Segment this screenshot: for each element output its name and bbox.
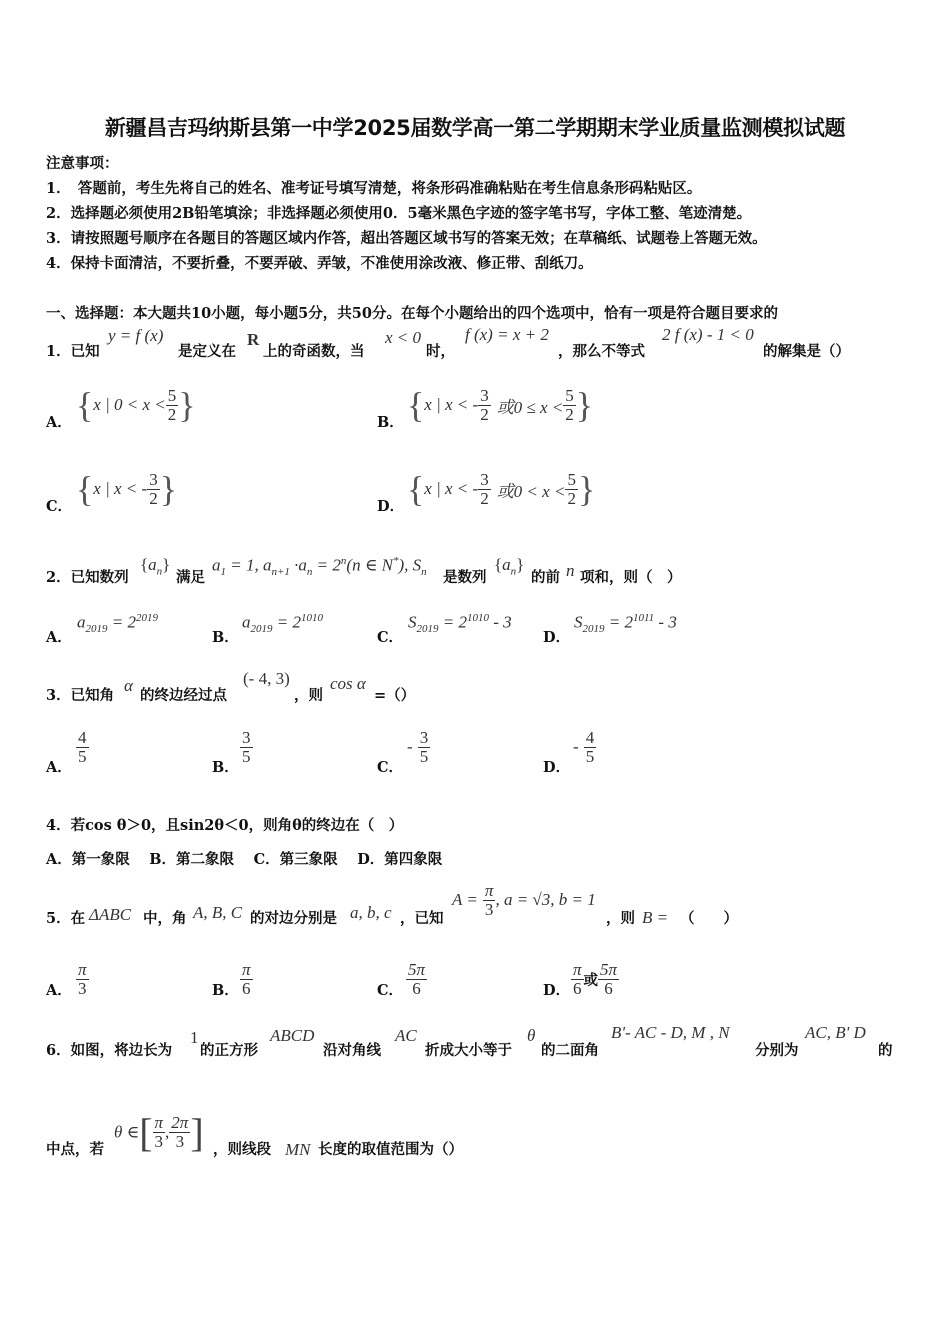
q5-option-b-label: B． xyxy=(212,982,239,999)
question-4-stem: 4．若cos θ＞0，且sin2θ＜0，则角θ的终边在（ ） xyxy=(46,817,404,834)
question-5-number: 5．在 xyxy=(46,910,86,927)
q6-line2-text-3: 长度的取值范围为（） xyxy=(318,1141,463,1158)
q3-alpha: α xyxy=(124,676,133,695)
q5-option-a-label: A． xyxy=(46,982,72,999)
q5-triangle: ΔABC xyxy=(89,905,132,924)
q1-text-3: 时， xyxy=(426,343,455,360)
q6-diagonal: AC xyxy=(395,1026,417,1045)
left-brace-icon: { xyxy=(76,385,94,425)
q2-option-d-label: D． xyxy=(543,629,571,646)
question-3-number: 3．已知角 xyxy=(46,687,115,704)
right-brace-icon: } xyxy=(159,469,177,509)
q6-square: ABCD xyxy=(270,1026,315,1045)
q5-sides: a, b, c xyxy=(350,903,392,922)
q1-option-b[interactable] xyxy=(407,384,593,426)
right-brace-icon: } xyxy=(577,469,596,509)
q1-a-frac: $\frac{5}{2}$ xyxy=(167,385,177,424)
q3-option-a[interactable]: $\frac{4}{5}$ xyxy=(78,728,87,766)
question-1-number: 1．已知 xyxy=(46,343,100,360)
q6-midpoints: AC, B' D xyxy=(805,1023,866,1042)
q2-text-2: 是数列 xyxy=(443,569,487,586)
q1-option-c[interactable] xyxy=(76,468,177,510)
q1-math-2: x < 0 xyxy=(385,328,422,347)
q1-c-expr: x | x < - xyxy=(93,479,148,498)
q1-d-frac-2: $\frac{5}{2}$ xyxy=(567,469,576,508)
q1-b-expr-1: x | x < - xyxy=(424,395,479,414)
right-brace-icon: } xyxy=(178,385,196,425)
q1-text-5: 的解集是（） xyxy=(763,343,850,360)
q5-option-c[interactable]: $\frac{5\pi}{6}$ xyxy=(408,960,426,998)
section-heading: 一、选择题：本大题共10小题，每小题5分，共50分。在每个小题给出的四个选项中，恰有一项是符合题目要求的 xyxy=(46,305,778,322)
q1-b-expr-2: 或0 ≤ x < xyxy=(496,397,564,417)
q1-math-4: 2 f (x) - 1 < 0 xyxy=(662,325,754,344)
q3-option-b-label: B． xyxy=(212,759,239,776)
q2-option-d[interactable]: $S_{2019} = 2^{1011} - 3$ xyxy=(574,612,677,636)
q6-theta: θ xyxy=(527,1026,536,1045)
q1-text-1: 是定义在 xyxy=(178,343,236,360)
q5-option-a[interactable]: $\frac{\pi}{3}$ xyxy=(78,960,87,998)
q3-text-2: ，则 xyxy=(294,687,323,704)
q2-option-c[interactable]: $S_{2019} = 2^{1010} - 3$ xyxy=(408,612,512,636)
q1-d-frac-1: $\frac{3}{2}$ xyxy=(480,469,489,508)
q1-math-3: f (x) = x + 2 xyxy=(465,325,549,344)
notice-item-1: 1． 答题前，考生先将自己的姓名、准考证号填写清楚，将条形码准确粘贴在考生信息条形码粘贴区。 xyxy=(46,180,702,197)
q5-option-d[interactable]: $\frac{\pi}{6}$ 或 $\frac{5\pi}{6}$ xyxy=(573,960,618,998)
q1-math-1: y = f (x) xyxy=(108,326,164,345)
q5-angles: A, B, C xyxy=(193,903,243,922)
right-bracket-icon: ] xyxy=(190,1110,204,1155)
left-brace-icon: { xyxy=(407,469,425,509)
question-4-options[interactable]: A．第一象限 B．第二象限 C．第三象限 D．第四象限 xyxy=(46,851,443,868)
q3-option-d[interactable]: - $\frac{4}{5}$ xyxy=(573,728,595,766)
q3-option-c-label: C． xyxy=(377,759,404,776)
notice-item-4: 4．保持卡面清洁，不要折叠，不要弄破、弄皱，不准使用涂改液、修正带、刮纸刀。 xyxy=(46,255,593,272)
notice-item-2: 2．选择题必须使用2B铅笔填涂；非选择题必须使用0．5毫米黑色字迹的签字笔书写，字体工整、笔迹清楚。 xyxy=(46,205,752,222)
q3-text-1: 的终边经过点 xyxy=(140,687,227,704)
q3-point: (- 4, 3) xyxy=(243,669,290,688)
q5-text-1: 中，角 xyxy=(143,910,187,927)
q1-text-4: ，那么不等式 xyxy=(558,343,645,360)
q5-option-c-label: C． xyxy=(377,982,404,999)
q5-text-2: 的对边分别是 xyxy=(250,910,337,927)
q1-b-frac-1: $\frac{3}{2}$ xyxy=(480,385,489,424)
q1-option-b-label: B． xyxy=(377,414,404,431)
q5-text-4: ，则 xyxy=(606,910,635,927)
q6-line2-text-2: ，则线段 xyxy=(213,1141,271,1158)
q6-one: 1 xyxy=(190,1028,199,1047)
q5-text-3: ，已知 xyxy=(400,910,444,927)
q3-option-b[interactable]: $\frac{3}{5}$ xyxy=(242,728,251,766)
left-brace-icon: { xyxy=(76,469,94,509)
q6-text-2: 沿对角线 xyxy=(323,1042,381,1059)
q1-option-d-label: D． xyxy=(377,498,405,515)
q2-condition: $a_1 = 1$, $a_{n+1} \cdot a_n = 2^n(n$ ∈ N*), $S_n$ xyxy=(212,555,427,579)
question-6-number: 6．如图，将边长为 xyxy=(46,1042,173,1059)
q2-option-a-label: A． xyxy=(46,629,72,646)
q2-n: n xyxy=(566,561,575,580)
page-title: 新疆昌吉玛纳斯县第一中学2025届数学高一第二学期期末学业质量监测模拟试题 xyxy=(104,116,846,140)
q1-option-c-label: C． xyxy=(46,498,73,515)
q6-dihedral: B'- AC - D, M , N xyxy=(611,1023,730,1042)
q2-option-a[interactable]: $a_{2019} = 2^{2019}$ xyxy=(77,612,158,636)
q5-B: B = xyxy=(642,908,669,927)
q2-option-b-label: B． xyxy=(212,629,239,646)
q1-option-a[interactable] xyxy=(76,384,196,426)
q1-option-a-label: A． xyxy=(46,414,72,431)
q6-text-6: 的 xyxy=(878,1042,893,1059)
notice-item-3: 3．请按照题号顺序在各题目的答题区域内作答，超出答题区域书写的答案无效；在草稿纸、试题卷上答题无效。 xyxy=(46,230,767,247)
q1-d-expr-2: 或0 < x < xyxy=(496,481,566,501)
q2-text-3: 的前 xyxy=(531,569,560,586)
q1-d-expr-1: x | x < - xyxy=(424,479,479,498)
q2-option-b[interactable]: $a_{2019} = 2^{1010}$ xyxy=(242,612,323,636)
q2-option-c-label: C． xyxy=(377,629,404,646)
left-bracket-icon: [ xyxy=(139,1110,153,1155)
q6-interval: θ ∈[ $\frac{\pi}{3}$ , $\frac{2\pi}{3}$ ] xyxy=(114,1110,204,1155)
q3-option-d-label: D． xyxy=(543,759,571,776)
left-brace-icon: { xyxy=(407,385,425,425)
q2-text-1: 满足 xyxy=(176,569,205,586)
q2-sequence-1: $\{a_n\}$ xyxy=(140,555,171,578)
q6-line2-text-1: 中点，若 xyxy=(46,1141,104,1158)
q1-a-expr: x | 0 < x < xyxy=(93,395,166,414)
q6-text-3: 折成大小等于 xyxy=(425,1042,512,1059)
q2-sequence-2: $\{a_n\}$ xyxy=(494,555,525,578)
q2-text-4: 项和，则（ ） xyxy=(580,569,682,586)
q5-text-5: （ ） xyxy=(680,910,738,927)
q3-option-a-label: A． xyxy=(46,759,72,776)
q3-cos: cos α xyxy=(330,674,366,693)
q6-text-5: 分别为 xyxy=(755,1042,799,1059)
right-brace-icon: } xyxy=(575,385,594,425)
q1-b-frac-2: $\frac{5}{2}$ xyxy=(565,385,574,424)
q6-text-4: 的二面角 xyxy=(541,1042,599,1059)
notice-heading: 注意事项： xyxy=(46,155,119,172)
q1-c-frac: $\frac{3}{2}$ xyxy=(149,469,158,508)
q5-option-b[interactable]: $\frac{\pi}{6}$ xyxy=(242,960,251,998)
q6-text-1: 的正方形 xyxy=(200,1042,258,1059)
q1-option-d[interactable] xyxy=(407,468,595,510)
q1-text-2: 上的奇函数，当 xyxy=(263,343,365,360)
q5-given: A = $\frac{\pi}{3}$ , a = √3, b = 1 xyxy=(452,881,596,919)
question-2-number: 2．已知数列 xyxy=(46,569,129,586)
q3-option-c[interactable]: - $\frac{3}{5}$ xyxy=(407,728,429,766)
q1-real-set: R xyxy=(247,330,260,349)
q3-text-3: =（） xyxy=(374,687,416,704)
q6-segment: MN xyxy=(285,1140,311,1159)
q5-option-d-label: D． xyxy=(543,982,571,999)
